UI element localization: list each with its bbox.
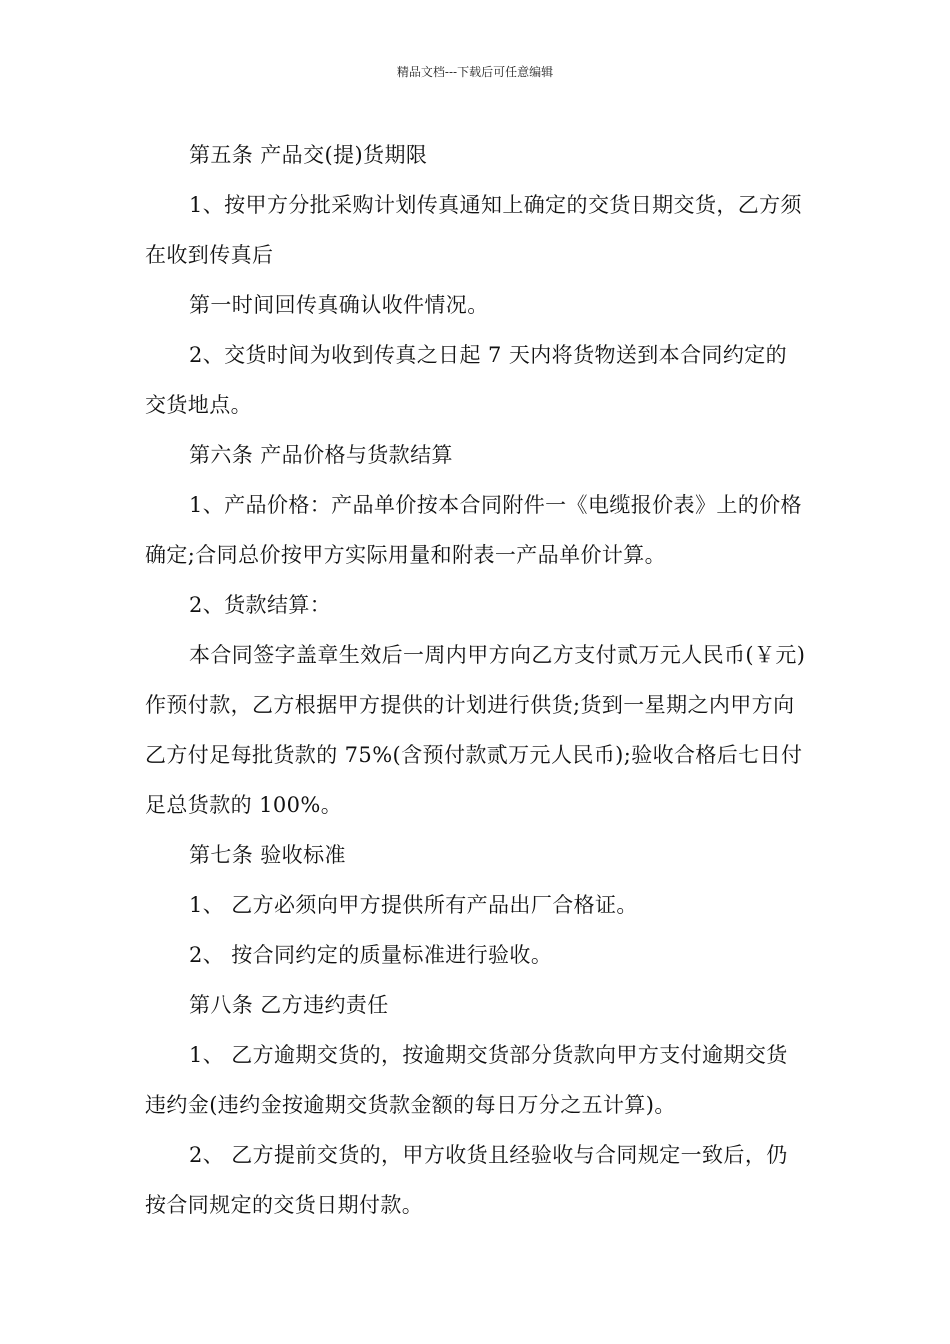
article-5-clause-2: 2、交货时间为收到传真之日起 7 天内将货物送到本合同约定的交货地点。: [145, 343, 788, 417]
article-8-clause-1: 1、 乙方逾期交货的，按逾期交货部分货款向甲方支付逾期交货违约金(违约金按逾期交货款金额的每日万分之五计算)。: [145, 1043, 788, 1117]
article-6-clause-2: 2、货款结算：: [189, 593, 332, 617]
article-6-payment-terms: 本合同签字盖章生效后一周内甲方向乙方支付贰万元人民币(￥元)作预付款，乙方根据甲方提供的计划进行供货;货到一星期之内甲方向乙方付足每批货款的 75%(含预付款贰万元人民币);验收合格后七日付足总货款的 100%。: [145, 643, 806, 817]
article-8-heading: 第八条 乙方违约责任: [189, 993, 389, 1017]
document-body: [145, 130, 807, 1230]
article-6-clause-1: 1、产品价格：产品单价按本合同附件一《电缆报价表》上的价格确定;合同总价按甲方实际用量和附表一产品单价计算。: [145, 493, 802, 567]
article-7-clause-2: 2、 按合同约定的质量标准进行验收。: [189, 943, 553, 967]
article-7-clause-1: 1、 乙方必须向甲方提供所有产品出厂合格证。: [189, 893, 638, 917]
article-6-heading: 第六条 产品价格与货款结算: [189, 443, 453, 467]
article-5-clause-1: 1、按甲方分批采购计划传真通知上确定的交货日期交货，乙方须在收到传真后: [145, 193, 802, 267]
article-5-clause-1-continued: 第一时间回传真确认收件情况。: [189, 293, 489, 317]
article-7-heading: 第七条 验收标准: [189, 843, 346, 867]
page-header: 精品文档---下载后可任意编辑: [396, 65, 554, 79]
article-5-heading: 第五条 产品交(提)货期限: [189, 143, 428, 167]
article-8-clause-2: 2、 乙方提前交货的，甲方收货且经验收与合同规定一致后，仍按合同规定的交货日期付款。: [145, 1143, 788, 1217]
